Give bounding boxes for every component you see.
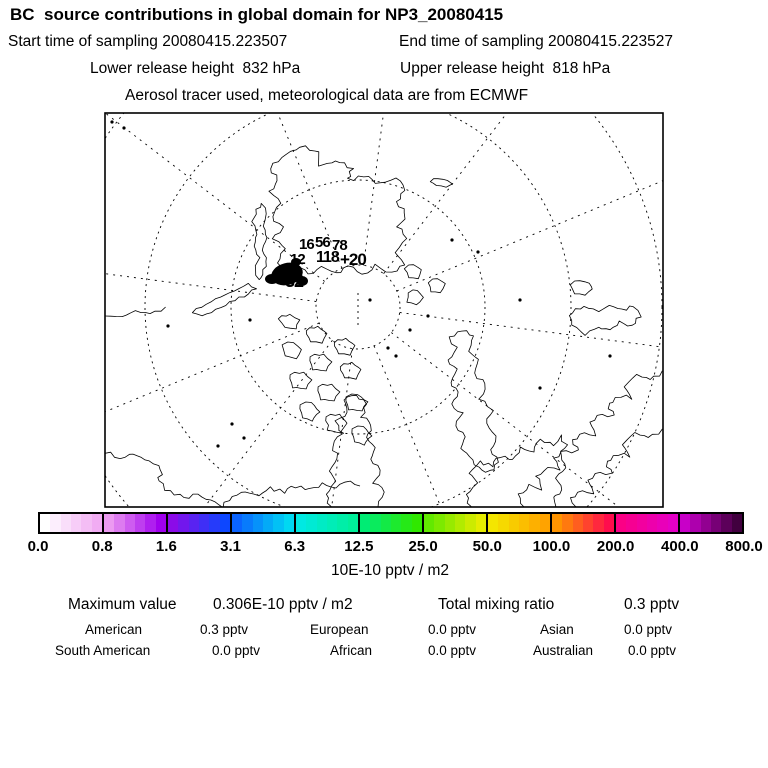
- colorbar-segment: [168, 514, 232, 532]
- colorbar-cell: [711, 514, 721, 532]
- colorbar-cell: [317, 514, 327, 532]
- coastlines: [104, 120, 662, 508]
- colorbar-cell: [360, 514, 370, 532]
- colorbar-segment: [104, 514, 168, 532]
- colorbar-segment: [360, 514, 424, 532]
- colorbar-cell: [104, 514, 114, 532]
- colorbar-cell: [199, 514, 209, 532]
- colorbar-segment: [232, 514, 296, 532]
- max-value: 0.306E-10 pptv / m2: [213, 596, 353, 613]
- colorbar-segment: [552, 514, 616, 532]
- colorbar-cell: [529, 514, 539, 532]
- colorbar-cell: [348, 514, 358, 532]
- colorbar-cell: [145, 514, 155, 532]
- end-time-text: End time of sampling 20080415.223527: [399, 33, 674, 50]
- colorbar-tick-label: 200.0: [596, 538, 635, 555]
- total-mixing-ratio-value: 0.3 pptv: [624, 596, 680, 613]
- colorbar-tick-label: 100.0: [532, 538, 571, 555]
- colorbar-cell: [465, 514, 475, 532]
- colorbar-cell: [156, 514, 166, 532]
- colorbar-cell: [71, 514, 81, 532]
- colorbar-cell: [562, 514, 572, 532]
- colorbar-cell: [732, 514, 742, 532]
- region-name: Australian: [533, 643, 594, 658]
- colorbar-cell: [40, 514, 50, 532]
- trajectory-label: 16: [299, 236, 314, 253]
- colorbar-tick-label: 12.5: [344, 538, 374, 555]
- colorbar-cell: [401, 514, 411, 532]
- colorbar-cell: [498, 514, 508, 532]
- colorbar-cell: [690, 514, 700, 532]
- colorbar-segment: [40, 514, 104, 532]
- colorbar-cell: [721, 514, 731, 532]
- trajectory-label: 118: [316, 249, 339, 266]
- max-value-label: Maximum value: [68, 596, 177, 613]
- trajectory-label: +20: [340, 250, 366, 269]
- colorbar-cell: [573, 514, 583, 532]
- colorbar-cell: [593, 514, 603, 532]
- colorbar-cell: [434, 514, 444, 532]
- region-name: African: [330, 643, 373, 658]
- colorbar-cell: [61, 514, 71, 532]
- start-time-text: Start time of sampling 20080415.223507: [8, 33, 288, 50]
- colorbar-tick-label: 0.0: [27, 538, 49, 555]
- colorbar-tick-label: 0.8: [91, 538, 113, 555]
- colorbar-cell: [540, 514, 550, 532]
- colorbar-cell: [637, 514, 647, 532]
- tracer-note-text: Aerosol tracer used, meteorological data are from ECMWF: [125, 87, 529, 104]
- total-mixing-ratio-label: Total mixing ratio: [438, 596, 555, 613]
- region-name: European: [310, 622, 369, 637]
- region-value: 0.0 pptv: [628, 643, 677, 658]
- trajectory-label: 78: [332, 237, 347, 254]
- colorbar-cell: [273, 514, 283, 532]
- colorbar-cell: [604, 514, 614, 532]
- colorbar-cell: [509, 514, 519, 532]
- colorbar-cell: [135, 514, 145, 532]
- colorbar-cell: [455, 514, 465, 532]
- trajectory-label: 56: [315, 234, 330, 251]
- region-value: 0.0 pptv: [624, 622, 673, 637]
- colorbar-cell: [488, 514, 498, 532]
- region-name: Asian: [540, 622, 574, 637]
- colorbar-cell: [284, 514, 294, 532]
- colorbar-cell: [701, 514, 711, 532]
- map-frame: [105, 113, 663, 507]
- region-value: 0.0 pptv: [428, 622, 477, 637]
- colorbar-cell: [178, 514, 188, 532]
- region-value: 0.3 pptv: [200, 622, 249, 637]
- colorbar-tick-label: 3.1: [220, 538, 241, 555]
- colorbar-cell: [445, 514, 455, 532]
- colorbar-cell: [616, 514, 626, 532]
- colorbar-cell: [668, 514, 678, 532]
- trajectory-label: 32: [285, 271, 304, 291]
- colorbar-segment: [424, 514, 488, 532]
- colorbar-cell: [519, 514, 529, 532]
- colorbar-cell: [232, 514, 242, 532]
- colorbar-segment: [616, 514, 680, 532]
- colorbar-cell: [306, 514, 316, 532]
- colorbar-cell: [657, 514, 667, 532]
- colorbar: [38, 512, 744, 534]
- colorbar-cell: [263, 514, 273, 532]
- colorbar-cell: [412, 514, 422, 532]
- colorbar-tick-label: 400.0: [661, 538, 699, 555]
- colorbar-tick-label: 6.3: [284, 538, 306, 555]
- lower-release-text: Lower release height 832 hPa: [90, 60, 301, 77]
- upper-release-text: Upper release height 818 hPa: [400, 60, 611, 77]
- colorbar-segment: [680, 514, 742, 532]
- colorbar-cell: [583, 514, 593, 532]
- colorbar-cell: [424, 514, 434, 532]
- colorbar-cell: [626, 514, 636, 532]
- colorbar-cell: [92, 514, 102, 532]
- region-name: American: [85, 622, 143, 637]
- colorbar-cell: [337, 514, 347, 532]
- colorbar-cell: [114, 514, 124, 532]
- colorbar-cell: [296, 514, 306, 532]
- colorbar-tick-label: 1.6: [155, 538, 177, 555]
- region-value: 0.0 pptv: [212, 643, 261, 658]
- colorbar-cell: [476, 514, 486, 532]
- colorbar-cell: [220, 514, 230, 532]
- colorbar-tick-label: 25.0: [408, 538, 438, 555]
- colorbar-cell: [381, 514, 391, 532]
- colorbar-cell: [209, 514, 219, 532]
- colorbar-tick-label: 50.0: [472, 538, 502, 555]
- colorbar-cell: [50, 514, 60, 532]
- colorbar-cell: [125, 514, 135, 532]
- colorbar-cell: [370, 514, 380, 532]
- figure-title: BC source contributions in global domain for NP3_20080415: [10, 5, 504, 24]
- colorbar-unit-label: 10E-10 pptv / m2: [330, 562, 450, 579]
- colorbar-cell: [327, 514, 337, 532]
- colorbar-cell: [253, 514, 263, 532]
- colorbar-cell: [242, 514, 252, 532]
- colorbar-cell: [189, 514, 199, 532]
- region-value: 0.0 pptv: [428, 643, 477, 658]
- colorbar-tick-label: 800.0: [725, 538, 763, 555]
- colorbar-segment: [488, 514, 552, 532]
- colorbar-cell: [168, 514, 178, 532]
- colorbar-cell: [647, 514, 657, 532]
- trajectory-label: 12: [290, 251, 305, 268]
- colorbar-cell: [81, 514, 91, 532]
- colorbar-cell: [391, 514, 401, 532]
- colorbar-cell: [680, 514, 690, 532]
- colorbar-cell: [552, 514, 562, 532]
- region-name: South American: [55, 643, 151, 658]
- colorbar-segment: [296, 514, 360, 532]
